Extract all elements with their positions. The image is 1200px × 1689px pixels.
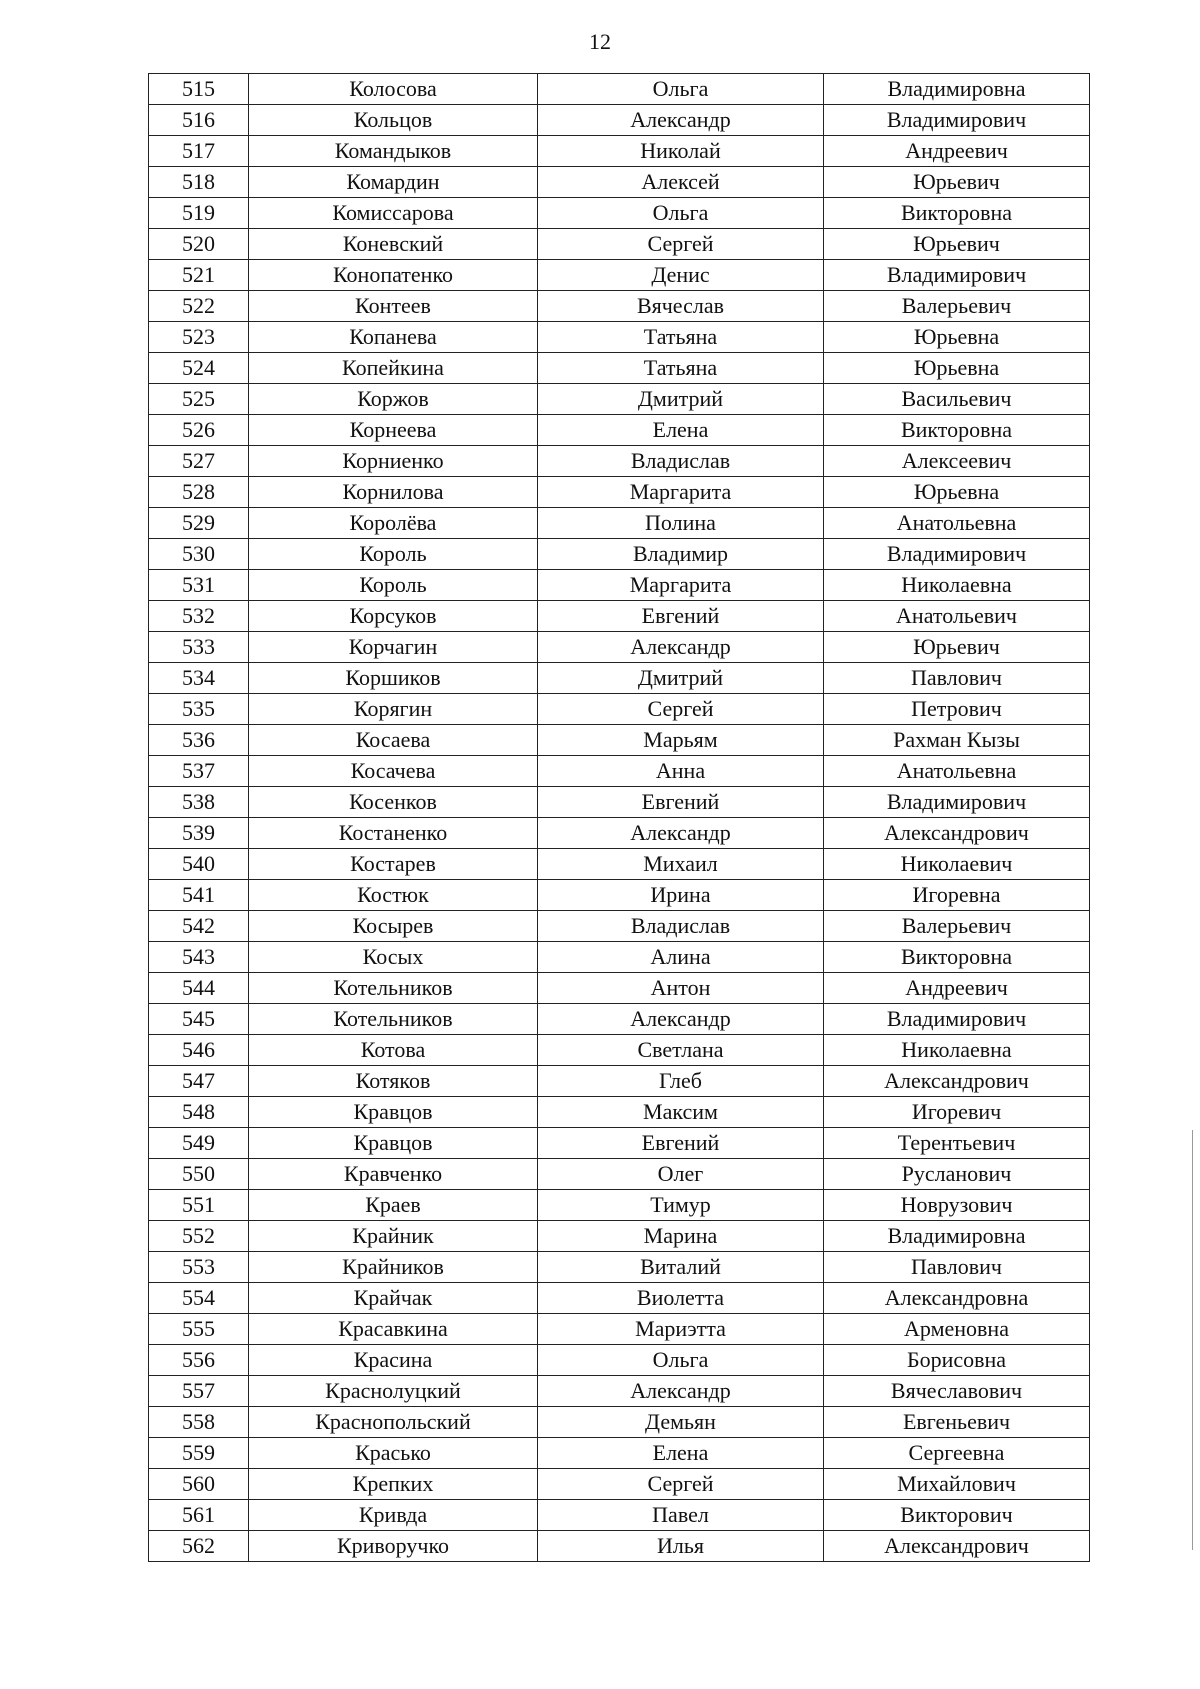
first-name-cell: Евгений	[538, 1128, 824, 1159]
first-name-cell: Михаил	[538, 849, 824, 880]
first-name-cell: Демьян	[538, 1407, 824, 1438]
row-number-cell: 545	[149, 1004, 249, 1035]
table-row	[149, 849, 1090, 880]
patronymic-cell: Павлович	[824, 663, 1090, 694]
table-row	[149, 198, 1090, 229]
last-name-cell: Кривда	[249, 1500, 538, 1531]
first-name-cell: Ольга	[538, 74, 824, 105]
table-row	[149, 1345, 1090, 1376]
table-row	[149, 1438, 1090, 1469]
patronymic-cell: Анатольевна	[824, 756, 1090, 787]
table-row	[149, 973, 1090, 1004]
last-name-cell: Комардин	[249, 167, 538, 198]
last-name-cell: Крайчак	[249, 1283, 538, 1314]
table-row	[149, 1221, 1090, 1252]
table-row	[149, 136, 1090, 167]
row-number-cell: 548	[149, 1097, 249, 1128]
row-number-cell: 557	[149, 1376, 249, 1407]
last-name-cell: Костарев	[249, 849, 538, 880]
row-number-cell: 535	[149, 694, 249, 725]
last-name-cell: Корсуков	[249, 601, 538, 632]
patronymic-cell: Борисовна	[824, 1345, 1090, 1376]
table-row	[149, 167, 1090, 198]
last-name-cell: Король	[249, 539, 538, 570]
scan-edge-mark	[1192, 1130, 1193, 1550]
table-row	[149, 601, 1090, 632]
table-row	[149, 725, 1090, 756]
row-number-cell: 547	[149, 1066, 249, 1097]
last-name-cell: Копейкина	[249, 353, 538, 384]
last-name-cell: Крайников	[249, 1252, 538, 1283]
row-number-cell: 551	[149, 1190, 249, 1221]
last-name-cell: Кравченко	[249, 1159, 538, 1190]
first-name-cell: Антон	[538, 973, 824, 1004]
row-number-cell: 520	[149, 229, 249, 260]
last-name-cell: Краев	[249, 1190, 538, 1221]
first-name-cell: Дмитрий	[538, 384, 824, 415]
first-name-cell: Илья	[538, 1531, 824, 1562]
table-row	[149, 1159, 1090, 1190]
table-row	[149, 880, 1090, 911]
patronymic-cell: Владимирович	[824, 539, 1090, 570]
first-name-cell: Владислав	[538, 911, 824, 942]
last-name-cell: Котяков	[249, 1066, 538, 1097]
patronymic-cell: Павлович	[824, 1252, 1090, 1283]
patronymic-cell: Викторовна	[824, 198, 1090, 229]
first-name-cell: Татьяна	[538, 322, 824, 353]
row-number-cell: 523	[149, 322, 249, 353]
table-row	[149, 105, 1090, 136]
last-name-cell: Косых	[249, 942, 538, 973]
first-name-cell: Александр	[538, 1004, 824, 1035]
patronymic-cell: Михайлович	[824, 1469, 1090, 1500]
table-row	[149, 260, 1090, 291]
patronymic-cell: Александровна	[824, 1283, 1090, 1314]
row-number-cell: 518	[149, 167, 249, 198]
first-name-cell: Маргарита	[538, 570, 824, 601]
first-name-cell: Виталий	[538, 1252, 824, 1283]
patronymic-cell: Юрьевна	[824, 477, 1090, 508]
row-number-cell: 553	[149, 1252, 249, 1283]
last-name-cell: Крайник	[249, 1221, 538, 1252]
first-name-cell: Ольга	[538, 198, 824, 229]
row-number-cell: 550	[149, 1159, 249, 1190]
table-row	[149, 446, 1090, 477]
patronymic-cell: Владимирович	[824, 787, 1090, 818]
last-name-cell: Коневский	[249, 229, 538, 260]
patronymic-cell: Николаевна	[824, 1035, 1090, 1066]
table-row	[149, 818, 1090, 849]
first-name-cell: Александр	[538, 105, 824, 136]
row-number-cell: 562	[149, 1531, 249, 1562]
patronymic-cell: Игоревич	[824, 1097, 1090, 1128]
first-name-cell: Елена	[538, 415, 824, 446]
patronymic-cell: Валерьевич	[824, 291, 1090, 322]
row-number-cell: 519	[149, 198, 249, 229]
patronymic-cell: Викторовна	[824, 415, 1090, 446]
patronymic-cell: Арменовна	[824, 1314, 1090, 1345]
last-name-cell: Красько	[249, 1438, 538, 1469]
table-row	[149, 1500, 1090, 1531]
table-row	[149, 570, 1090, 601]
table-row	[149, 756, 1090, 787]
table-row	[149, 1469, 1090, 1500]
patronymic-cell: Николаевич	[824, 849, 1090, 880]
patronymic-cell: Юрьевна	[824, 353, 1090, 384]
last-name-cell: Красина	[249, 1345, 538, 1376]
table-row	[149, 384, 1090, 415]
first-name-cell: Александр	[538, 632, 824, 663]
table-row	[149, 1531, 1090, 1562]
roster-table-body	[149, 74, 1090, 1562]
patronymic-cell: Владимировна	[824, 74, 1090, 105]
table-row	[149, 694, 1090, 725]
last-name-cell: Котельников	[249, 1004, 538, 1035]
last-name-cell: Корчагин	[249, 632, 538, 663]
first-name-cell: Елена	[538, 1438, 824, 1469]
last-name-cell: Корнеева	[249, 415, 538, 446]
patronymic-cell: Евгеньевич	[824, 1407, 1090, 1438]
row-number-cell: 558	[149, 1407, 249, 1438]
row-number-cell: 559	[149, 1438, 249, 1469]
patronymic-cell: Николаевна	[824, 570, 1090, 601]
first-name-cell: Алексей	[538, 167, 824, 198]
row-number-cell: 543	[149, 942, 249, 973]
last-name-cell: Корниенко	[249, 446, 538, 477]
patronymic-cell: Александрович	[824, 1531, 1090, 1562]
last-name-cell: Комиссарова	[249, 198, 538, 229]
table-row	[149, 1376, 1090, 1407]
table-row	[149, 1190, 1090, 1221]
patronymic-cell: Петрович	[824, 694, 1090, 725]
row-number-cell: 539	[149, 818, 249, 849]
table-row	[149, 632, 1090, 663]
first-name-cell: Ольга	[538, 1345, 824, 1376]
first-name-cell: Владимир	[538, 539, 824, 570]
row-number-cell: 555	[149, 1314, 249, 1345]
table-row	[149, 508, 1090, 539]
last-name-cell: Косачева	[249, 756, 538, 787]
last-name-cell: Копанева	[249, 322, 538, 353]
patronymic-cell: Александрович	[824, 1066, 1090, 1097]
row-number-cell: 541	[149, 880, 249, 911]
table-row	[149, 663, 1090, 694]
table-row	[149, 1252, 1090, 1283]
first-name-cell: Сергей	[538, 1469, 824, 1500]
last-name-cell: Красавкина	[249, 1314, 538, 1345]
last-name-cell: Королёва	[249, 508, 538, 539]
first-name-cell: Марина	[538, 1221, 824, 1252]
row-number-cell: 526	[149, 415, 249, 446]
patronymic-cell: Юрьевна	[824, 322, 1090, 353]
patronymic-cell: Русланович	[824, 1159, 1090, 1190]
patronymic-cell: Терентьевич	[824, 1128, 1090, 1159]
patronymic-cell: Владимирович	[824, 260, 1090, 291]
first-name-cell: Марьям	[538, 725, 824, 756]
patronymic-cell: Юрьевич	[824, 632, 1090, 663]
row-number-cell: 533	[149, 632, 249, 663]
table-row	[149, 911, 1090, 942]
last-name-cell: Краснолуцкий	[249, 1376, 538, 1407]
first-name-cell: Полина	[538, 508, 824, 539]
row-number-cell: 560	[149, 1469, 249, 1500]
last-name-cell: Король	[249, 570, 538, 601]
table-row	[149, 1004, 1090, 1035]
row-number-cell: 517	[149, 136, 249, 167]
first-name-cell: Олег	[538, 1159, 824, 1190]
last-name-cell: Кравцов	[249, 1097, 538, 1128]
last-name-cell: Косаева	[249, 725, 538, 756]
last-name-cell: Костюк	[249, 880, 538, 911]
first-name-cell: Евгений	[538, 787, 824, 818]
first-name-cell: Александр	[538, 1376, 824, 1407]
row-number-cell: 554	[149, 1283, 249, 1314]
first-name-cell: Евгений	[538, 601, 824, 632]
first-name-cell: Денис	[538, 260, 824, 291]
row-number-cell: 524	[149, 353, 249, 384]
first-name-cell: Сергей	[538, 229, 824, 260]
row-number-cell: 528	[149, 477, 249, 508]
row-number-cell: 536	[149, 725, 249, 756]
last-name-cell: Косенков	[249, 787, 538, 818]
last-name-cell: Корягин	[249, 694, 538, 725]
table-row	[149, 1283, 1090, 1314]
last-name-cell: Корнилова	[249, 477, 538, 508]
row-number-cell: 530	[149, 539, 249, 570]
first-name-cell: Александр	[538, 818, 824, 849]
patronymic-cell: Викторовна	[824, 942, 1090, 973]
table-row	[149, 539, 1090, 570]
first-name-cell: Дмитрий	[538, 663, 824, 694]
last-name-cell: Конопатенко	[249, 260, 538, 291]
table-row	[149, 291, 1090, 322]
row-number-cell: 522	[149, 291, 249, 322]
last-name-cell: Колосова	[249, 74, 538, 105]
last-name-cell: Криворучко	[249, 1531, 538, 1562]
patronymic-cell: Владимировна	[824, 1221, 1090, 1252]
patronymic-cell: Юрьевич	[824, 167, 1090, 198]
row-number-cell: 521	[149, 260, 249, 291]
row-number-cell: 556	[149, 1345, 249, 1376]
table-row	[149, 1314, 1090, 1345]
row-number-cell: 561	[149, 1500, 249, 1531]
first-name-cell: Татьяна	[538, 353, 824, 384]
patronymic-cell: Владимирович	[824, 1004, 1090, 1035]
patronymic-cell: Игоревна	[824, 880, 1090, 911]
patronymic-cell: Сергеевна	[824, 1438, 1090, 1469]
first-name-cell: Маргарита	[538, 477, 824, 508]
table-row	[149, 1035, 1090, 1066]
row-number-cell: 525	[149, 384, 249, 415]
first-name-cell: Виолетта	[538, 1283, 824, 1314]
table-row	[149, 942, 1090, 973]
first-name-cell: Светлана	[538, 1035, 824, 1066]
first-name-cell: Ирина	[538, 880, 824, 911]
row-number-cell: 532	[149, 601, 249, 632]
table-row	[149, 787, 1090, 818]
first-name-cell: Глеб	[538, 1066, 824, 1097]
first-name-cell: Вячеслав	[538, 291, 824, 322]
table-row	[149, 477, 1090, 508]
row-number-cell: 549	[149, 1128, 249, 1159]
last-name-cell: Косырев	[249, 911, 538, 942]
row-number-cell: 515	[149, 74, 249, 105]
last-name-cell: Коржов	[249, 384, 538, 415]
row-number-cell: 529	[149, 508, 249, 539]
last-name-cell: Котельников	[249, 973, 538, 1004]
patronymic-cell: Александрович	[824, 818, 1090, 849]
patronymic-cell: Васильевич	[824, 384, 1090, 415]
table-row	[149, 1407, 1090, 1438]
row-number-cell: 537	[149, 756, 249, 787]
patronymic-cell: Новрузович	[824, 1190, 1090, 1221]
table-row	[149, 322, 1090, 353]
row-number-cell: 531	[149, 570, 249, 601]
last-name-cell: Кольцов	[249, 105, 538, 136]
row-number-cell: 516	[149, 105, 249, 136]
patronymic-cell: Алексеевич	[824, 446, 1090, 477]
row-number-cell: 538	[149, 787, 249, 818]
first-name-cell: Максим	[538, 1097, 824, 1128]
table-row	[149, 1097, 1090, 1128]
last-name-cell: Котова	[249, 1035, 538, 1066]
row-number-cell: 534	[149, 663, 249, 694]
first-name-cell: Тимур	[538, 1190, 824, 1221]
last-name-cell: Костаненко	[249, 818, 538, 849]
patronymic-cell: Анатольевна	[824, 508, 1090, 539]
first-name-cell: Николай	[538, 136, 824, 167]
patronymic-cell: Владимирович	[824, 105, 1090, 136]
table-row	[149, 229, 1090, 260]
first-name-cell: Анна	[538, 756, 824, 787]
table-row	[149, 1128, 1090, 1159]
patronymic-cell: Анатольевич	[824, 601, 1090, 632]
row-number-cell: 542	[149, 911, 249, 942]
last-name-cell: Контеев	[249, 291, 538, 322]
first-name-cell: Мариэтта	[538, 1314, 824, 1345]
patronymic-cell: Валерьевич	[824, 911, 1090, 942]
table-row	[149, 1066, 1090, 1097]
roster-table	[148, 73, 1090, 1562]
row-number-cell: 527	[149, 446, 249, 477]
patronymic-cell: Вячеславович	[824, 1376, 1090, 1407]
page-number: 12	[589, 29, 611, 54]
row-number-cell: 544	[149, 973, 249, 1004]
table-row	[149, 415, 1090, 446]
last-name-cell: Краснопольский	[249, 1407, 538, 1438]
patronymic-cell: Андреевич	[824, 136, 1090, 167]
table-row	[149, 353, 1090, 384]
last-name-cell: Командыков	[249, 136, 538, 167]
row-number-cell: 546	[149, 1035, 249, 1066]
patronymic-cell: Юрьевич	[824, 229, 1090, 260]
first-name-cell: Алина	[538, 942, 824, 973]
first-name-cell: Владислав	[538, 446, 824, 477]
table-row	[149, 74, 1090, 105]
last-name-cell: Коршиков	[249, 663, 538, 694]
first-name-cell: Сергей	[538, 694, 824, 725]
patronymic-cell: Андреевич	[824, 973, 1090, 1004]
first-name-cell: Павел	[538, 1500, 824, 1531]
patronymic-cell: Викторович	[824, 1500, 1090, 1531]
row-number-cell: 540	[149, 849, 249, 880]
patronymic-cell: Рахман Кызы	[824, 725, 1090, 756]
row-number-cell: 552	[149, 1221, 249, 1252]
last-name-cell: Крепких	[249, 1469, 538, 1500]
last-name-cell: Кравцов	[249, 1128, 538, 1159]
